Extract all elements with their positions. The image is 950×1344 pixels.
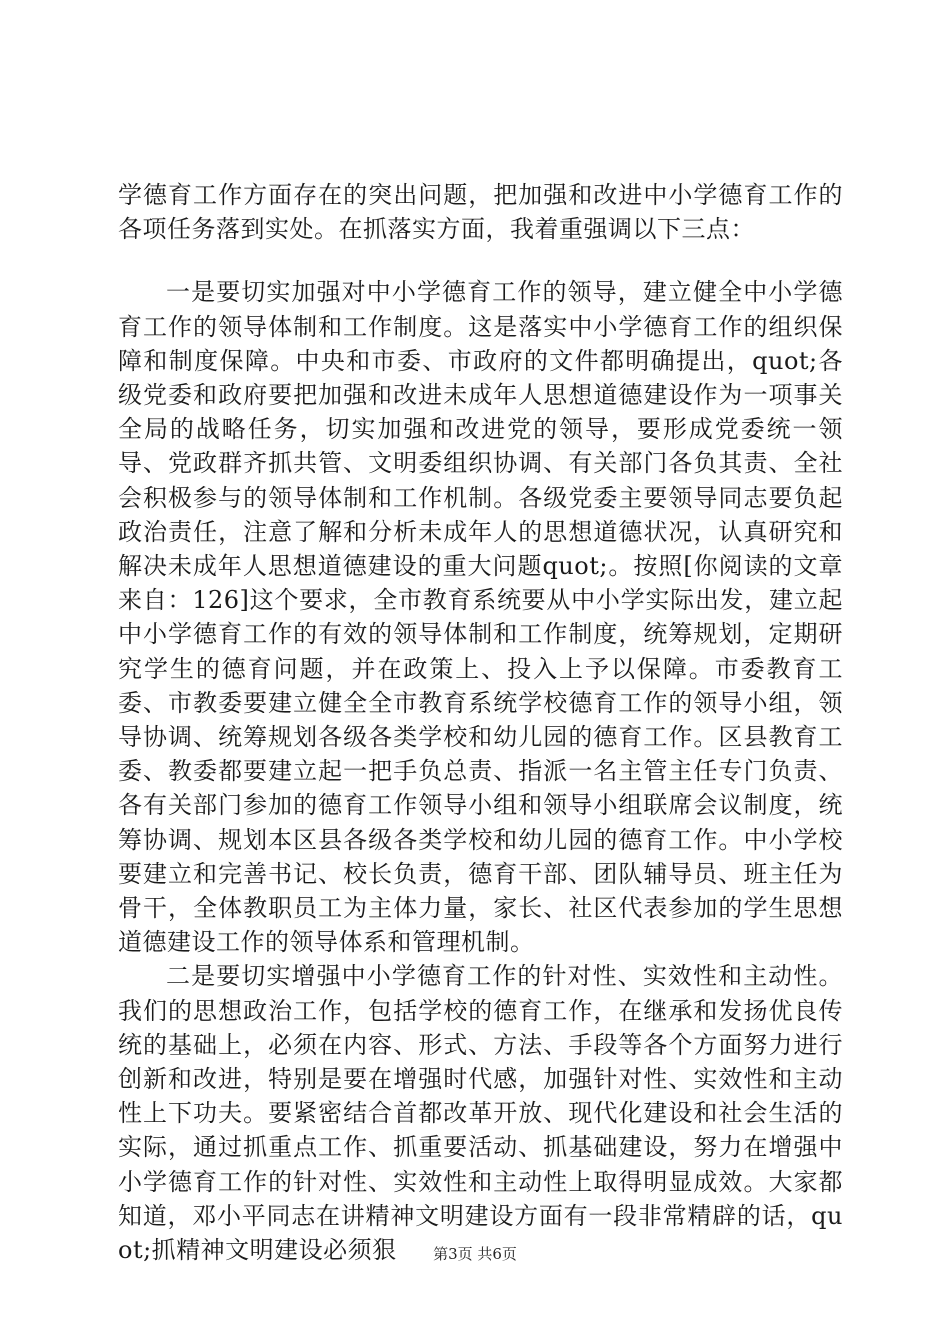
paragraph-point-one: 一是要切实加强对中小学德育工作的领导，建立健全中小学德育工作的领导体制和工作制度。这是落实中小学德育工作的组织保障和制度保障。中央和市委、市政府的文件都明确提出，quot;各级党委和政府要把加强和改进未成年人思想道德建设作为一项事关全局的战略任务，切实加强和改进党的领导，要形成党委统一领导、党政群齐抓共管、文明委组织协调、有关部门各负其责、全社会积极参与的领导体制和工作机制。各级党委主要领导同志要负起政治责任，注意了解和分析未成年人的思想道德状况，认真研究和解决未成年人思想道德建设的重大问题quot;。按照[你阅读的文章来自：126]这个要求，全市教育系统要从中小学实际出发，建立起中小学德育工作的有效的领导体制和工作制度，统筹规划，定期研究学生的德育问题，并在政策上、投入上予以保障。市委教育工委、市教委要建立健全全市教育系统学校德育工作的领导小组，领导协调、统筹规划各级各类学校和幼儿园的德育工作。区县教育工委、教委都要建立起一把手负总责、指派一名主管主任专门负责、各有关部门参加的德育工作领导小组和领导小组联席会议制度，统筹协调、规划本区县各级各类学校和幼儿园的德育工作。中小学校要建立和完善书记、校长负责，德育干部、团队辅导员、班主任为骨干，全体教职员工为主体力量，家长、社区代表参加的学生思想道德建设工作的领导体系和管理机制。 (118, 278, 843, 957)
paragraph-gap (118, 246, 843, 275)
paragraph-continuation: 学德育工作方面存在的突出问题，把加强和改进中小学德育工作的各项任务落到实处。在抓落实方面，我着重强调以下三点： (118, 181, 843, 244)
document-body (118, 178, 843, 1267)
page-footer: 第3页 共6页 (433, 1245, 517, 1263)
paragraph-point-two: 二是要切实增强中小学德育工作的针对性、实效性和主动性。我们的思想政治工作，包括学校的德育工作，在继承和发扬优良传统的基础上，必须在内容、形式、方法、手段等各个方面努力进行创新和改进，特别是要在增强时代感，加强针对性、实效性和主动性上下功夫。要紧密结合首都改革开放、现代化建设和社会生活的实际，通过抓重点工作、抓重要活动、抓基础建设，努力在增强中小学德育工作的针对性、实效性和主动性上取得明显成效。大家都知道，邓小平同志在讲精神文明建设方面有一段非常精辟的话，quot;抓精神文明建设必须狠 (118, 962, 843, 1265)
